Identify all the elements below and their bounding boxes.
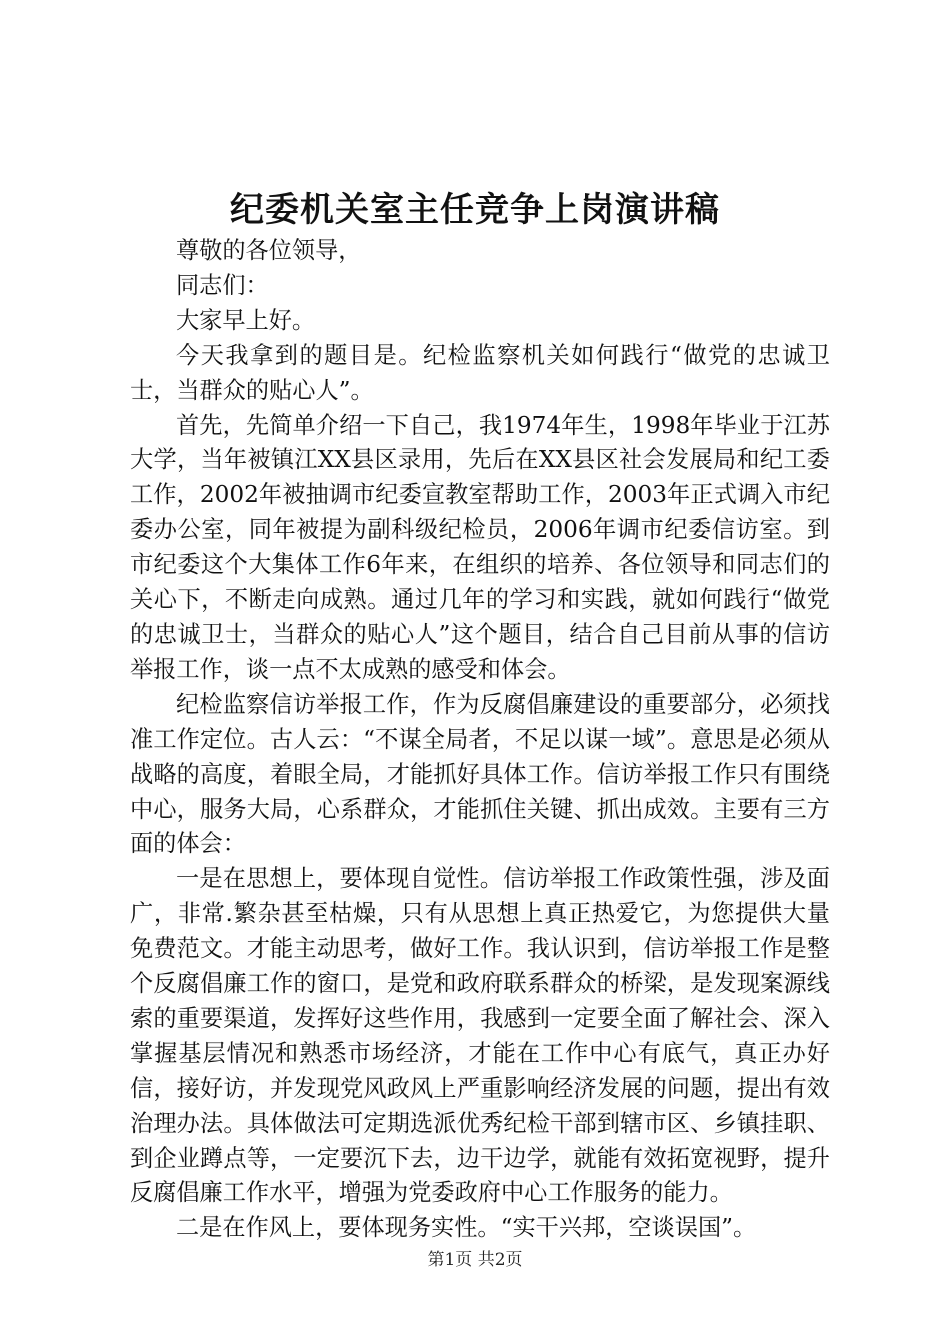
paragraph-topic: 今天我拿到的题目是。纪检监察机关如何践行“做党的忠诚卫士，当群众的贴心人”。 [130,341,830,404]
greeting: 大家早上好。 [176,306,316,334]
salutation-leaders: 尊敬的各位领导， [176,237,362,264]
paragraph-point-one: 一是在思想上，要体现自觉性。信访举报工作政策性强，涉及面广，非常.繁杂甚至枯燥，只有从思想上真正热爱它，为您提供大量免费范文。才能主动思考，做好工作。我认识到，信访举报工作是整个反腐倡廉工作的窗口，是党和政府联系群众的桥梁，是发现案源线索的重要渠道，发挥好这些作用，我感到一定要全面了解社会、深入掌握基层情况和熟悉市场经济，才能在工作中心有底气，真正办好信，接好访，并发现党风政风上严重影响经济发展的问题，提出有效治理办法。具体做法可定期选派优秀纪检干部到辖市区、乡镇挂职、到企业蹲点等，一定要沉下去，边干边学，就能有效拓宽视野，提升反腐倡廉工作水平，增强为党委政府中心工作服务的能力。 [130,865,830,1207]
salutation-comrades: 同志们： [176,271,269,299]
paragraph-point-two: 二是在作风上，要体现务实性。“实干兴邦，空谈误国”。 [176,1214,757,1242]
paragraph-work-positioning: 纪检监察信访举报工作，作为反腐倡廉建设的重要部分，必须找准工作定位。古人云：“不谋全局者，不足以谋一域”。意思是必须从战略的高度，着眼全局，才能抓好具体工作。信访举报工作只有围绕中心，服务大局，心系群众，才能抓住关键、抓出成效。主要有三方面的体会： [130,690,830,858]
paragraph-self-introduction: 首先，先简单介绍一下自己，我1974年生，1998年毕业于江苏大学，当年被镇江XX县区录用，先后在XX县区社会发展局和纪工委工作，2002年被抽调市纪委宣教室帮助工作，2003年正式调入市纪委办公室，同年被提为副科级纪检员，2006年调市纪委信访室。到市纪委这个大集体工作6年来，在组织的培养、各位领导和同志们的关心下，不断走向成熟。通过几年的学习和实践，就如何践行“做党的忠诚卫士，当群众的贴心人”这个题目，结合自己目前从事的信访举报工作，谈一点不太成熟的感受和体会。 [130,411,830,683]
document-body [130,234,830,1246]
page-number-footer: 第1页 共2页 [427,1250,523,1270]
document-title: 纪委机关室主任竞争上岗演讲稿 [230,190,720,230]
